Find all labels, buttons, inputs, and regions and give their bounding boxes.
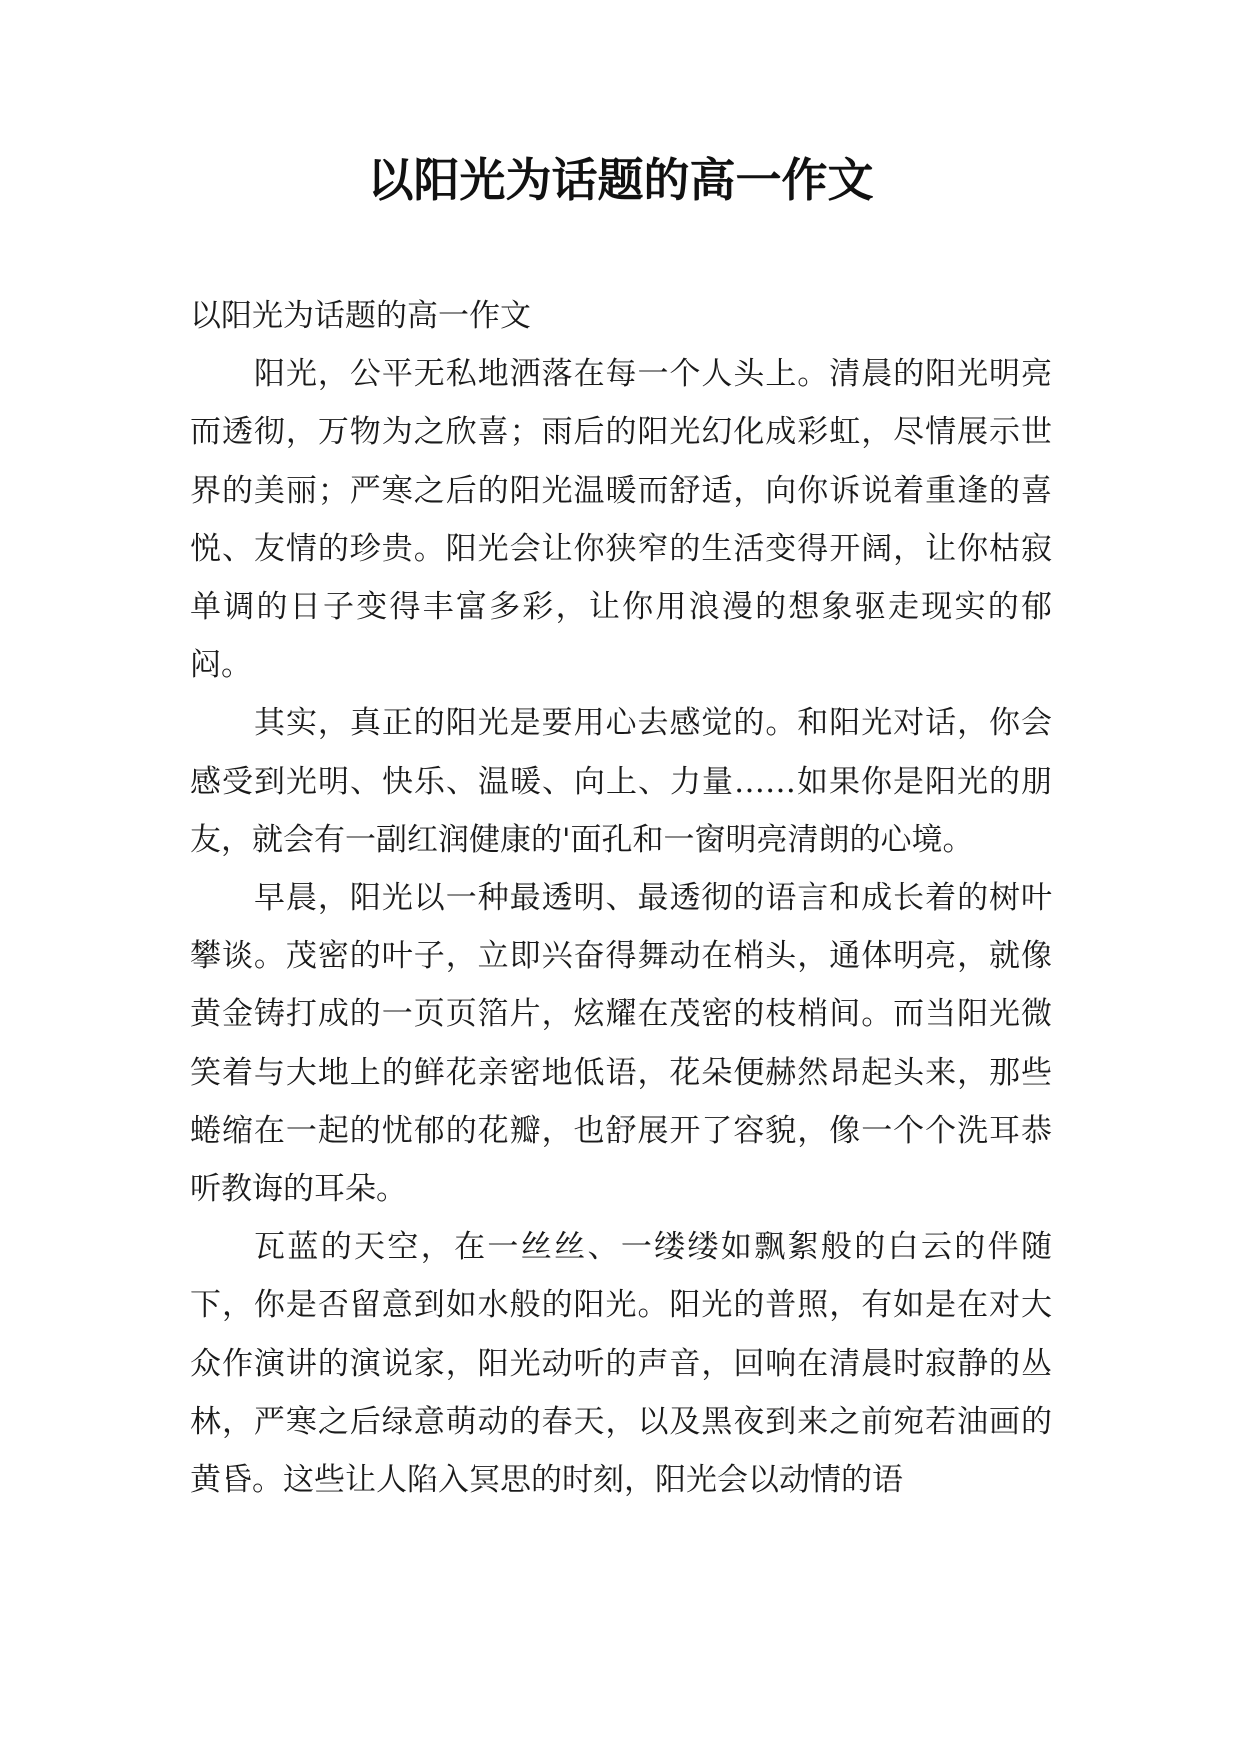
document-title: 以阳光为话题的高一作文 [367,153,874,207]
paragraph: 瓦蓝的天空，在一丝丝、一缕缕如飘絮般的白云的伴随下，你是否留意到如水般的阳光。阳光的普照，有如是在对大众作演讲的演说家，阳光动听的声音，回响在清晨时寂静的丛林，严寒之后绿意萌动的春天，以及黑夜到来之前宛若油画的黄昏。这些让人陷入冥思的时刻，阳光会以动情的语 [190,1229,1052,1499]
document-subtitle: 以阳光为话题的高一作文 [190,298,531,334]
document-body [190,287,1052,1509]
paragraph: 阳光，公平无私地洒落在每一个人头上。清晨的阳光明亮而透彻，万物为之欣喜；雨后的阳光幻化成彩虹，尽情展示世界的美丽；严寒之后的阳光温暖而舒适，向你诉说着重逢的喜悦、友情的珍贵。阳光会让你狭窄的生活变得开阔，让你枯寂单调的日子变得丰富多彩，让你用浪漫的想象驱走现实的郁闷。 [190,356,1052,684]
paragraph: 其实，真正的阳光是要用心去感觉的。和阳光对话，你会感受到光明、快乐、温暖、向上、力量……如果你是阳光的朋友，就会有一副红润健康的'面孔和一窗明亮清朗的心境。 [190,705,1052,858]
paragraph: 早晨，阳光以一种最透明、最透彻的语言和成长着的树叶攀谈。茂密的叶子，立即兴奋得舞动在梢头，通体明亮，就像黄金铸打成的一页页箔片，炫耀在茂密的枝梢间。而当阳光微笑着与大地上的鲜花亲密地低语，花朵便赫然昂起头来，那些蜷缩在一起的忧郁的花瓣，也舒展开了容貌，像一个个洗耳恭听教诲的耳朵。 [190,880,1052,1208]
